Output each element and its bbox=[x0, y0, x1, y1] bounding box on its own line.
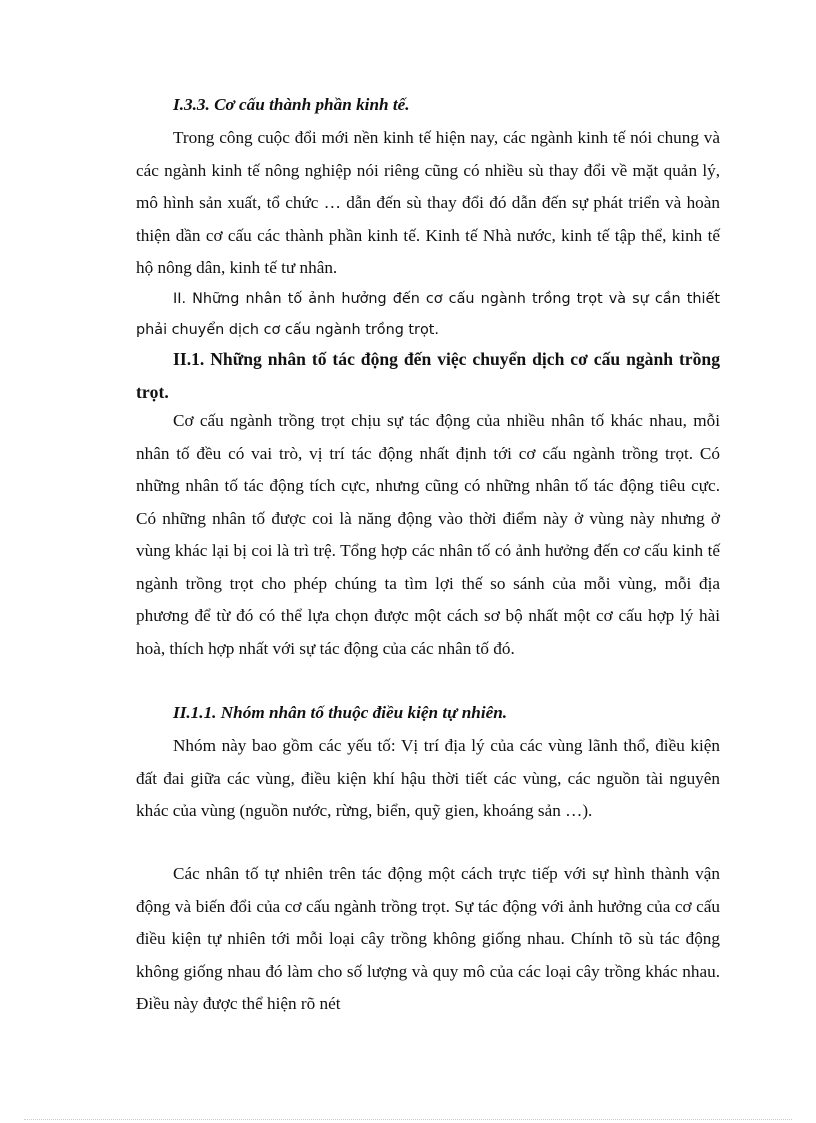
heading-ii-1: II.1. Những nhân tố tác động đến việc chuyển dịch cơ cấu ngành trồng trọt. bbox=[136, 349, 720, 402]
heading-ii-1-1: II.1.1. Nhóm nhân tố thuộc điều kiện tự nhiên. bbox=[173, 703, 508, 722]
paragraph-natural-impact: Các nhân tố tự nhiên trên tác động một cách trực tiếp với sự hình thành vận động và biến đổi của cơ cấu ngành trồng trọt. Sự tác động với ảnh hưởng của cơ cấu điều kiện tự nhiên tới mỗi loại cây trồng không giống nhau. Chính tõ sù tác động không giống nhau đó làm cho số lượng và quy mô của các loại cây trồng khác nhau. Điều này được thể hiện rõ nét bbox=[136, 864, 720, 1013]
heading-i-3-3: I.3.3. Cơ cấu thành phần kinh tế. bbox=[173, 95, 410, 114]
heading-ii: II. Những nhân tố ảnh hưởng đến cơ cấu ngành trồng trọt và sự cần thiết phải chuyển dịch cơ cấu ngành trồng trọt. bbox=[136, 291, 720, 338]
paragraph-natural-factors: Nhóm này bao gồm các yếu tố: Vị trí địa lý của các vùng lãnh thổ, điều kiện đất đai giữa các vùng, điều kiện khí hậu thời tiết các vùng, các nguồn tài nguyên khác của vùng (nguồn nước, rừng, biển, quỹ gien, khoáng sản …). bbox=[136, 736, 720, 820]
paragraph-factors-overview: Cơ cấu ngành trồng trọt chịu sự tác động của nhiều nhân tố khác nhau, mỗi nhân tố đều có vai trò, vị trí tác động nhất định tới cơ cấu ngành trồng trọt. Có những nhân tố tác động tích cực, nhưng cũng có những nhân tố tác động tiêu cực. Có những nhân tố được coi là năng động vào thời điểm này ở vùng này nhưng ở vùng khác lại bị coi là trì trệ. Tổng hợp các nhân tố có ảnh hưởng đến cơ cấu kinh tế ngành trồng trọt cho phép chúng ta tìm lợi thế so sánh của mỗi vùng, mỗi địa phương để từ đó có thể lựa chọn được một cách sơ bộ nhất một cơ cấu hợp lý hài hoà, thích hợp nhất với sự tác động của các nhân tố đó. bbox=[136, 411, 720, 658]
page-bottom-divider bbox=[24, 1119, 792, 1120]
paragraph-economic-sectors: Trong công cuộc đổi mới nền kinh tế hiện nay, các ngành kinh tế nói chung và các ngành kinh tế nông nghiệp nói riêng cũng có nhiều sù thay đổi về mặt quản lý, mô hình sản xuất, tổ chức … dẫn đến sù thay đổi đó dẫn đến sự phát triển và hoàn thiện dần cơ cấu các thành phần kinh tế. Kinh tế Nhà nước, kinh tế tập thể, kinh tế hộ nông dân, kinh tế tư nhân. bbox=[136, 128, 720, 277]
